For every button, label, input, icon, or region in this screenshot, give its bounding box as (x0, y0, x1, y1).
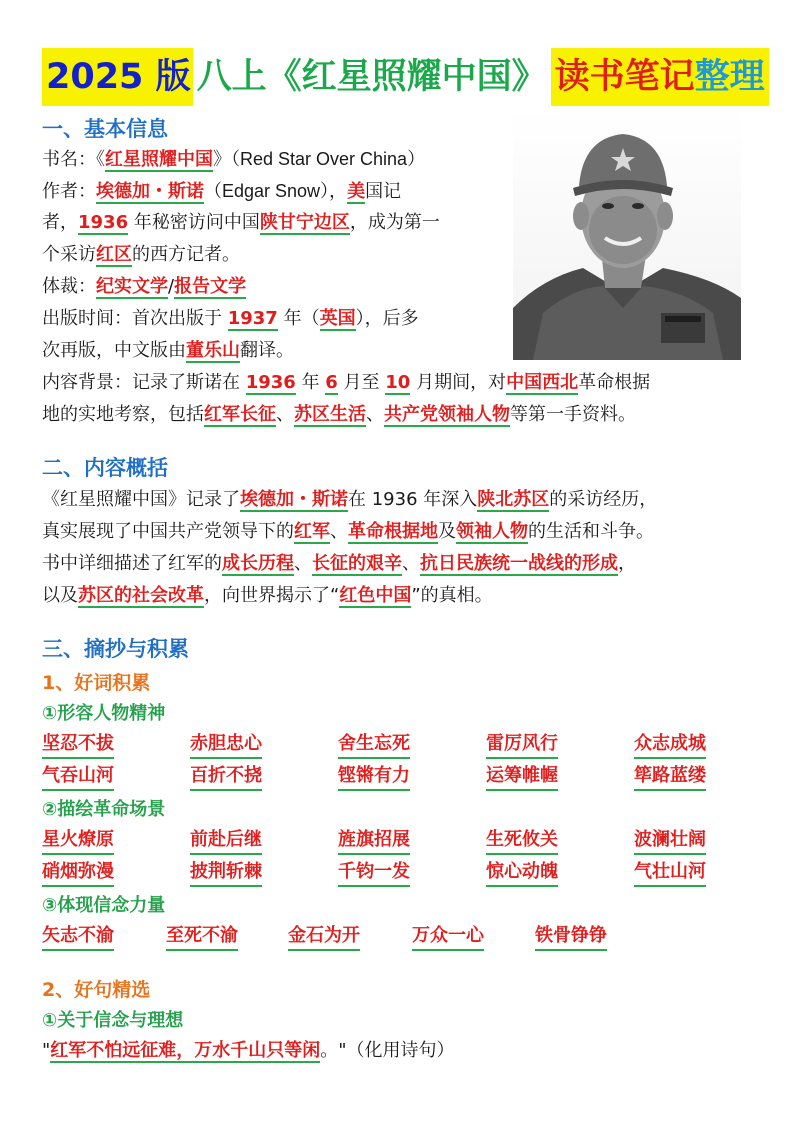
background-text: 地的实地考察，包括 (42, 404, 204, 425)
quote-note: 。"（化用诗句） (320, 1040, 455, 1061)
background-text: 等第一手资料。 (510, 404, 636, 425)
author-english-name: （Edgar Snow）， (204, 181, 348, 201)
genre-label: 体裁： (42, 276, 96, 297)
background-line (42, 369, 650, 397)
idiom: 星火燎原 (42, 827, 114, 855)
idiom: 筚路蓝缕 (634, 763, 706, 791)
publication-text: 次再版，中文版由 (42, 340, 186, 361)
author-label: 作者： (42, 181, 96, 202)
summary-keyword: 长征的艰辛 (312, 553, 402, 574)
genre-separator: / (168, 276, 175, 297)
section-basic-info-heading: 一、基本信息 (42, 117, 168, 141)
portrait-photo (513, 108, 741, 360)
background-line-2 (42, 401, 636, 429)
publication-line (42, 305, 419, 333)
author-text: 的西方记者。 (132, 244, 240, 265)
summary-keyword: 革命根据地 (348, 521, 438, 542)
idiom: 铿锵有力 (338, 763, 410, 791)
author-text: 年秘密访问中国 (128, 212, 260, 233)
summary-text: 《红星照耀中国》记录了 (42, 489, 240, 510)
summary-text: 真实展现了中国共产党领导下的 (42, 521, 294, 542)
good-sentences-heading: 2、好句精选 (42, 979, 151, 1001)
background-text: 月至 (337, 372, 386, 393)
title-part-organize: 整理 (695, 48, 769, 106)
region-keyword: 陕甘宁边区 (259, 212, 350, 233)
idiom: 百折不挠 (190, 763, 262, 791)
publication-line-2 (42, 337, 294, 365)
author-text: 个采访 (42, 244, 96, 265)
category-spirit-heading: ①形容人物精神 (42, 703, 166, 724)
publication-label: 出版时间：首次出版于 (42, 308, 228, 329)
idiom: 波澜壮阔 (634, 827, 706, 855)
summary-keyword: 苏区的社会改革 (78, 585, 204, 606)
summary-keyword: 领袖人物 (456, 521, 528, 542)
idiom: 至死不渝 (166, 923, 238, 951)
bg-year-keyword: 1936 (245, 372, 296, 393)
author-name-keyword: 埃德加・斯诺 (96, 181, 204, 202)
background-text: 月期间，对 (410, 372, 507, 393)
bg-place-keyword: 中国西北 (506, 372, 579, 393)
separator: 、 (366, 404, 384, 425)
quote-keyword: 红军不怕远征难，万水千山只等闲 (50, 1040, 321, 1061)
pub-country-keyword: 英国 (319, 308, 356, 329)
category-scene-heading: ②描绘革命场景 (42, 799, 166, 820)
idiom: 惊心动魄 (486, 859, 558, 887)
summary-text: 以及 (42, 585, 78, 606)
summary-keyword: 红色中国 (339, 585, 412, 606)
idiom: 披荆斩棘 (190, 859, 262, 887)
section-excerpts-heading: 三、摘抄与积累 (42, 637, 189, 661)
idiom: 众志成城 (634, 731, 706, 759)
author-text: ，成为第一 (349, 212, 440, 233)
bg-month-keyword: 10 (385, 372, 411, 393)
genre-line (42, 273, 246, 301)
portrait-photo-icon (513, 108, 741, 360)
separator: 、 (402, 553, 420, 574)
author-line-2 (42, 209, 440, 237)
summary-text: 在 1936 年深入 (348, 489, 478, 510)
summary-text: 的采访经历， (549, 489, 658, 510)
red-area-keyword: 红区 (96, 244, 132, 265)
summary-text: ，向世界揭示了“ (204, 585, 340, 606)
summary-keyword: 成长历程 (222, 553, 294, 574)
genre-keyword: 报告文学 (174, 276, 247, 297)
idiom: 生死攸关 (486, 827, 558, 855)
publication-text: 年（ (277, 308, 320, 329)
idiom: 铁骨铮铮 (535, 923, 607, 951)
summary-text: ”的真相。 (411, 585, 493, 606)
category-ideals-heading: ①关于信念与理想 (42, 1010, 184, 1031)
summary-keyword: 埃德加・斯诺 (240, 489, 348, 510)
summary-keyword: 红军 (294, 521, 330, 542)
summary-text: 的生活和斗争。 (528, 521, 654, 542)
summary-line-2 (42, 518, 654, 546)
idiom: 硝烟弥漫 (42, 859, 114, 887)
summary-line-4 (42, 582, 493, 610)
background-text: 革命根据 (578, 372, 651, 393)
author-line (42, 177, 401, 206)
bg-keyword: 共产党领袖人物 (384, 404, 510, 425)
idiom: 运筹帷幄 (486, 763, 558, 791)
summary-text: 书中详细描述了红军的 (42, 553, 222, 574)
idiom: 前赴后继 (190, 827, 262, 855)
idiom: 气壮山河 (634, 859, 706, 887)
good-words-heading: 1、好词积累 (42, 672, 151, 694)
idiom: 雷厉风行 (486, 731, 558, 759)
title-part-book: 八上《红星照耀中国》 (196, 57, 547, 97)
publication-text: ），后多 (355, 308, 419, 329)
bg-month-keyword: 6 (325, 372, 338, 393)
idiom: 坚忍不拔 (42, 731, 114, 759)
idiom: 舍生忘死 (338, 731, 410, 759)
title-part-year: 2025 版 (42, 48, 193, 106)
genre-keyword: 纪实文学 (96, 276, 168, 297)
page-title (42, 48, 769, 106)
summary-text: 及 (438, 521, 456, 542)
idiom: 赤胆忠心 (190, 731, 262, 759)
idiom: 气吞山河 (42, 763, 114, 791)
summary-line-1 (42, 486, 657, 514)
publication-text: 翻译。 (240, 340, 294, 361)
separator: 、 (294, 553, 312, 574)
background-text: 年 (295, 372, 326, 393)
summary-keyword: 陕北苏区 (477, 489, 550, 510)
section-summary-heading: 二、内容概括 (42, 456, 168, 480)
pub-year-keyword: 1937 (227, 308, 278, 329)
book-title-line (42, 145, 425, 174)
title-part-notes: 读书笔记 (551, 48, 695, 106)
summary-keyword: 抗日民族统一战线的形成 (420, 553, 618, 574)
quote-line (42, 1037, 455, 1065)
summary-text: ， (618, 553, 636, 574)
category-belief-heading: ③体现信念力量 (42, 895, 166, 916)
idiom: 金石为开 (288, 923, 360, 951)
translator-keyword: 董乐山 (186, 340, 240, 361)
year-keyword: 1936 (78, 212, 129, 233)
summary-line-3 (42, 550, 636, 578)
background-label: 内容背景：记录了斯诺在 (42, 372, 246, 393)
idiom: 千钧一发 (338, 859, 410, 887)
bg-keyword: 红军长征 (204, 404, 276, 425)
separator: 、 (276, 404, 294, 425)
author-text: 者， (42, 212, 78, 233)
author-country-keyword: 美 (347, 181, 366, 202)
author-text: 国记 (365, 181, 402, 202)
quote-mark: " (42, 1040, 51, 1061)
bg-keyword: 苏区生活 (294, 404, 366, 425)
author-line-3 (42, 241, 240, 269)
idiom: 矢志不渝 (42, 923, 114, 951)
book-title-keyword: 红星照耀中国 (105, 149, 213, 170)
separator: 、 (330, 521, 348, 542)
idiom: 旌旗招展 (338, 827, 410, 855)
idiom: 万众一心 (412, 923, 484, 951)
book-english-title: 》（Red Star Over China） (213, 149, 426, 169)
book-label: 书名：《 (42, 149, 105, 170)
